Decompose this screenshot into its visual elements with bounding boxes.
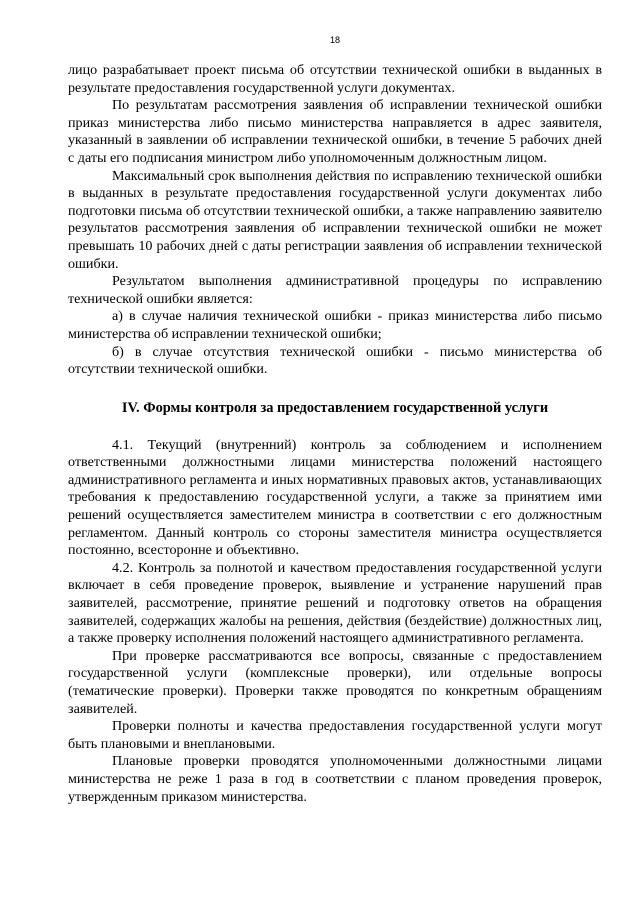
paragraph: лицо разрабатывает проект письма об отсутствии технической ошибки в выданных в результате предоставления государственной услуги документах. (68, 62, 602, 96)
paragraph: Результатом выполнения административной процедуры по исправлению технической ошибки является: (68, 273, 602, 307)
paragraph: При проверке рассматриваются все вопросы, связанные с предоставлением государственной услуги (комплексные проверки), или отдельные вопросы (тематические проверки). Проверки также проводятся по конкретным обращениям заявителей. (68, 647, 602, 717)
paragraph: По результатам рассмотрения заявления об исправлении технической ошибки приказ министерства либо письмо министерства направляется в адрес заявителя, указанный в заявлении об исправлении технической ошибки, в течение 5 рабочих дней с даты его подписания министром либо уполномоченным должностным лицом. (68, 97, 602, 166)
page-number: 18 (329, 35, 340, 45)
paragraph: Проверки полноты и качества предоставления государственной услуги могут быть плановыми и внеплановыми. (68, 718, 602, 752)
paragraph: а) в случае наличия технической ошибки - приказ министерства либо письмо министерства об исправлении технической ошибки; (68, 308, 602, 342)
paragraph: 4.2. Контроль за полнотой и качеством предоставления государственной услуги включает в себя проведение проверок, выявление и устранение нарушений прав заявителей, рассмотрение, принятие решений и подготовку ответов на обращения заявителей, содержащих жалобы на решения, действия (бездействие) должностных лиц, а также проверку исполнения положений настоящего административного регламента. (68, 559, 602, 647)
paragraph: б) в случае отсутствия технической ошибки - письмо министерства об отсутствии технической ошибки. (68, 343, 602, 378)
document-page (68, 34, 602, 806)
paragraph: 4.1. Текущий (внутренний) контроль за соблюдением и исполнением ответственными должностными лицами министерства положений настоящего административного регламента и иных нормативных правовых актов, устанавливающих требования к предоставлению государственной услуги, а также за принятием ими решений осуществляется заместителем министра в соответствии с его должностным регламентом. Данный контроль со стороны заместителя министра осуществляется постоянно, всесторонне и объективно. (68, 436, 602, 559)
paragraph: Плановые проверки проводятся уполномоченными должностными лицами министерства не реже 1 раза в год в соответствии с планом проведения проверок, утвержденным приказом министерства. (68, 753, 602, 805)
paragraphs-after (68, 437, 602, 806)
paragraphs-before (68, 62, 602, 379)
section-heading: IV. Формы контроля за предоставлением государственной услуги (121, 399, 549, 416)
paragraph: Максимальный срок выполнения действия по исправлению технической ошибки в выданных в результате предоставления государственной услуги документах либо подготовки письма об отсутствии технической ошибки, а также направлению заявителю результатов рассмотрения заявления об исправлении технической ошибки не может превышать 10 рабочих дней с даты регистрации заявления об исправлении технической ошибки. (68, 167, 602, 272)
